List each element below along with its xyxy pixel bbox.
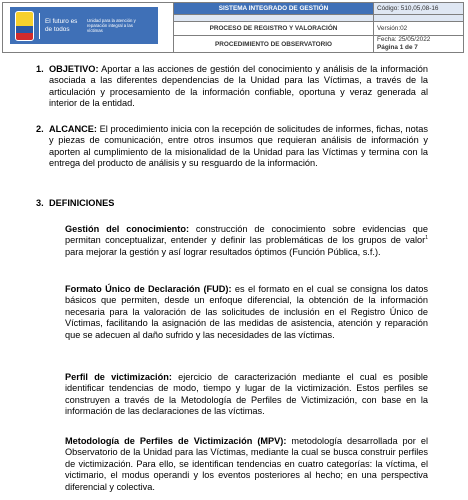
section-number: 2. <box>36 124 44 134</box>
logo-unit-text: Unidad para la atención y reparación integral a las víctimas <box>87 17 136 34</box>
process-title: PROCESO DE REGISTRO Y VALORACIÓN <box>174 22 374 36</box>
section-objetivo <box>36 64 428 110</box>
document-code: Código: 510,05,08-16 <box>374 3 464 15</box>
definition-gestion-conocimiento <box>65 224 428 258</box>
section-definiciones <box>36 198 428 209</box>
definition-text: es el formato en el cual se consigna los datos básicos que permiten, desde un enfoque diferencial, la obtención de la información necesaria para la valoración de las solicitudes de inclusión en el Registro Único de Víctimas, facilitando la asignación de las medidas de asistencia, atención y reparación que se adecuen al daño sufrido y las necesidades de las víctimas. <box>65 284 429 340</box>
colombia-crest-icon <box>15 11 34 41</box>
page-number: Página 1 de 7 <box>377 44 418 51</box>
definition-term: Formato Único de Declaración (FUD): <box>65 284 232 294</box>
footnote-marker[interactable]: 1 <box>425 235 428 242</box>
definition-fud <box>65 284 428 341</box>
definition-term: Gestión del conocimiento: <box>65 224 190 234</box>
definition-mpv <box>65 436 428 493</box>
definition-text: construcción de conocimiento sobre evidencias que permitan conceptualizar, entender y definir las problemáticas de los grupos de valor <box>65 224 428 246</box>
definition-text: ejercicio de caracterización mediante el cual es posible identificar tendencias de modo, tiempo y lugar de la victimización. Estos perfiles se construyen a través de la Metodología de Perfiles de Victimización, con base en la información de las declaraciones de las víctimas. <box>65 372 429 417</box>
definition-term: Metodología de Perfiles de Victimización (MPV): <box>65 436 287 446</box>
section-title: ALCANCE: <box>49 124 97 134</box>
logo-cell <box>3 3 174 53</box>
section-alcance <box>36 124 428 170</box>
section-title: DEFINICIONES <box>49 198 115 208</box>
procedure-title: PROCEDIMIENTO DE OBSERVATORIO <box>174 36 374 53</box>
section-number: 3. <box>36 198 44 208</box>
definition-text-cont: para mejorar la gestión y así lograr resultados óptimos (Función Pública, s.f.). <box>65 246 381 257</box>
document-header <box>2 2 464 50</box>
section-text: Aportar a las acciones de gestión del conocimiento y análisis de la información asociada a las diferentes dependencias de la Unidad para las Víctimas, a través de la articulación y procesamiento de la información confiable, oportuna y veraz generada al interior de la entidad. <box>49 64 428 109</box>
definition-perfil-victimizacion <box>65 372 428 418</box>
document-version: Versión:02 <box>374 22 464 36</box>
system-title: SISTEMA INTEGRADO DE GESTIÓN <box>174 3 374 15</box>
definition-text: metodología desarrollada por el Observatorio de la Unidad para las Víctimas, mediante la cual se busca construir perfiles de victimización. Para ello, se identifican tendencias en cuatro categorías: la víctima, el victimario, el modus operandi y los eventos posteriores al hecho; en una perspectiva diferencial y colectiva. <box>65 436 428 492</box>
document-date: Fecha: 25/05/2022 <box>377 36 431 43</box>
section-number: 1. <box>36 64 44 74</box>
logo <box>10 7 158 44</box>
definition-term: Perfil de victimización: <box>65 372 172 382</box>
section-title: OBJETIVO: <box>49 64 99 74</box>
section-text: El procedimiento inicia con la recepción de solicitudes de informes, fichas, notas y piezas de comunicación, entre otros insumos que requieran análisis de información y aporten al cumplimiento de la misionalidad de la Unidad para las Víctimas y termina con la entrega del producto de análisis y su resguardo de la información. <box>49 124 428 169</box>
logo-text: El futuro es de todos <box>45 18 78 33</box>
